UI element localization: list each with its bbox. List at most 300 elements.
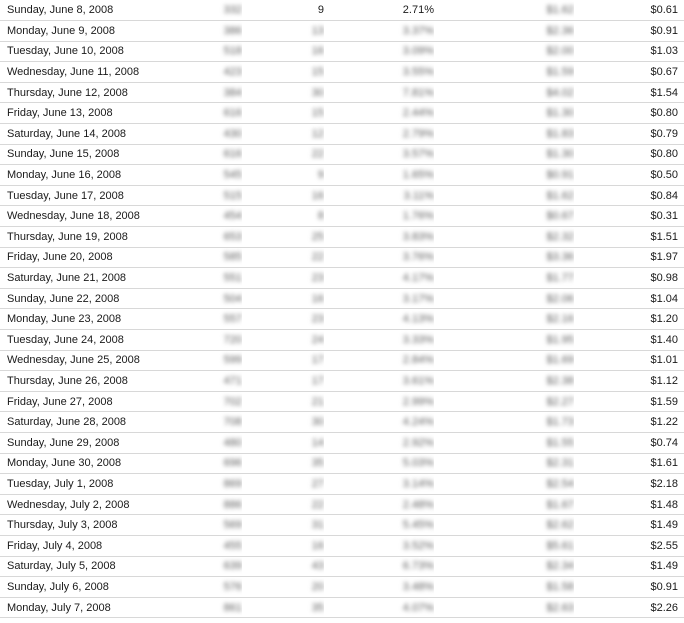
cost-cell <box>574 371 684 392</box>
cost-cell-value: $2.26 <box>650 601 678 614</box>
avg-cpc-cell <box>434 144 574 165</box>
cost-cell <box>574 597 684 618</box>
avg-cpc-cell <box>434 82 574 103</box>
clicks-cell-value: 16 <box>311 45 324 58</box>
avg-cpc-cell <box>434 597 574 618</box>
date-cell <box>0 227 190 248</box>
cost-cell <box>574 21 684 42</box>
clicks-cell <box>242 309 324 330</box>
impressions-cell-value: 720 <box>223 333 242 346</box>
avg-cpc-cell <box>434 474 574 495</box>
cost-cell <box>574 247 684 268</box>
date-cell <box>0 515 190 536</box>
date-cell-value: Thursday, June 19, 2008 <box>7 230 128 243</box>
impressions-cell-value: 332 <box>223 4 242 17</box>
impressions-cell-value: 557 <box>223 313 242 326</box>
table-row <box>0 391 684 412</box>
ctr-cell <box>324 597 434 618</box>
clicks-cell-value: 21 <box>311 395 324 408</box>
date-cell <box>0 62 190 83</box>
clicks-cell <box>242 185 324 206</box>
avg-cpc-cell-value: $2.34 <box>546 560 574 573</box>
clicks-cell <box>242 535 324 556</box>
cost-cell <box>574 515 684 536</box>
avg-cpc-cell <box>434 0 574 21</box>
clicks-cell-value: 20 <box>311 580 324 593</box>
clicks-cell-value: 24 <box>311 333 324 346</box>
date-cell <box>0 391 190 412</box>
ctr-cell-value: 3.57% <box>402 148 434 161</box>
impressions-cell <box>190 41 242 62</box>
impressions-cell <box>190 0 242 21</box>
ctr-cell-value: 2.71% <box>402 4 434 17</box>
cost-cell-value: $0.50 <box>650 169 678 182</box>
avg-cpc-cell <box>434 21 574 42</box>
impressions-cell-value: 430 <box>223 127 242 140</box>
impressions-cell <box>190 124 242 145</box>
cost-cell-value: $1.61 <box>650 457 678 470</box>
cost-cell <box>574 350 684 371</box>
clicks-cell-value: 31 <box>311 519 324 532</box>
ctr-cell <box>324 165 434 186</box>
impressions-cell-value: 702 <box>223 395 242 408</box>
clicks-cell-value: 15 <box>311 66 324 79</box>
table-row <box>0 432 684 453</box>
cost-cell-value: $1.12 <box>650 374 678 387</box>
avg-cpc-cell <box>434 371 574 392</box>
table-row <box>0 330 684 351</box>
date-cell-value: Saturday, July 5, 2008 <box>7 560 116 573</box>
impressions-cell-value: 384 <box>223 86 242 99</box>
table-row <box>0 206 684 227</box>
impressions-cell <box>190 247 242 268</box>
cost-cell-value: $1.59 <box>650 395 678 408</box>
cost-cell <box>574 577 684 598</box>
avg-cpc-cell-value: $1.30 <box>546 107 574 120</box>
date-cell-value: Friday, July 4, 2008 <box>7 539 103 552</box>
clicks-cell-value: 30 <box>311 416 324 429</box>
impressions-cell-value: 616 <box>223 107 242 120</box>
impressions-cell <box>190 21 242 42</box>
clicks-cell-value: 23 <box>311 272 324 285</box>
cost-cell <box>574 185 684 206</box>
clicks-cell-value: 35 <box>311 601 324 614</box>
date-cell-value: Thursday, June 12, 2008 <box>7 86 128 99</box>
clicks-cell <box>242 247 324 268</box>
cost-cell <box>574 0 684 21</box>
date-cell <box>0 371 190 392</box>
date-cell <box>0 577 190 598</box>
date-cell-value: Sunday, June 8, 2008 <box>7 4 114 17</box>
clicks-cell-value: 14 <box>311 436 324 449</box>
date-cell-value: Friday, June 13, 2008 <box>7 107 113 120</box>
date-cell-value: Monday, July 7, 2008 <box>7 601 111 614</box>
table-row <box>0 535 684 556</box>
clicks-cell <box>242 103 324 124</box>
cost-cell-value: $0.80 <box>650 107 678 120</box>
impressions-cell <box>190 535 242 556</box>
clicks-cell-value: 22 <box>311 251 324 264</box>
avg-cpc-cell-value: $2.00 <box>546 45 574 58</box>
impressions-cell-value: 696 <box>223 457 242 470</box>
ctr-cell-value: 3.76% <box>402 251 434 264</box>
table-row <box>0 350 684 371</box>
cost-cell-value: $0.91 <box>650 580 678 593</box>
date-cell-value: Thursday, June 26, 2008 <box>7 374 128 387</box>
avg-cpc-cell-value: $0.91 <box>546 169 574 182</box>
cost-cell-value: $1.40 <box>650 333 678 346</box>
date-cell <box>0 597 190 618</box>
ctr-cell <box>324 227 434 248</box>
cost-cell-value: $0.31 <box>650 210 678 223</box>
clicks-cell <box>242 21 324 42</box>
date-cell-value: Monday, June 30, 2008 <box>7 457 122 470</box>
avg-cpc-cell <box>434 309 574 330</box>
cost-cell-value: $0.91 <box>650 24 678 37</box>
clicks-cell <box>242 391 324 412</box>
date-cell-value: Sunday, June 22, 2008 <box>7 292 120 305</box>
cost-cell <box>574 474 684 495</box>
cost-cell <box>574 41 684 62</box>
ctr-cell-value: 3.52% <box>402 539 434 552</box>
ctr-cell <box>324 453 434 474</box>
cost-cell-value: $1.04 <box>650 292 678 305</box>
table-row <box>0 371 684 392</box>
table-row <box>0 412 684 433</box>
cost-cell <box>574 330 684 351</box>
cost-cell-value: $1.48 <box>650 498 678 511</box>
avg-cpc-cell <box>434 206 574 227</box>
clicks-cell-value: 30 <box>311 86 324 99</box>
avg-cpc-cell-value: $2.38 <box>546 374 574 387</box>
avg-cpc-cell <box>434 41 574 62</box>
cost-cell <box>574 165 684 186</box>
ctr-cell <box>324 144 434 165</box>
impressions-cell <box>190 288 242 309</box>
clicks-cell <box>242 432 324 453</box>
avg-cpc-cell <box>434 350 574 371</box>
cost-cell-value: $2.55 <box>650 539 678 552</box>
ctr-cell-value: 3.33% <box>402 333 434 346</box>
date-cell <box>0 350 190 371</box>
clicks-cell <box>242 82 324 103</box>
impressions-cell-value: 639 <box>223 560 242 573</box>
impressions-cell-value: 886 <box>223 498 242 511</box>
ctr-cell-value: 1.65% <box>402 169 434 182</box>
impressions-cell <box>190 309 242 330</box>
cost-cell <box>574 144 684 165</box>
clicks-cell-value: 27 <box>311 477 324 490</box>
clicks-cell <box>242 494 324 515</box>
avg-cpc-cell <box>434 432 574 453</box>
clicks-cell <box>242 62 324 83</box>
impressions-cell-value: 576 <box>223 580 242 593</box>
clicks-cell <box>242 577 324 598</box>
date-cell <box>0 494 190 515</box>
impressions-cell-value: 545 <box>223 169 242 182</box>
date-cell <box>0 412 190 433</box>
impressions-cell <box>190 494 242 515</box>
clicks-cell-value: 43 <box>311 560 324 573</box>
avg-cpc-cell-value: $4.02 <box>546 86 574 99</box>
avg-cpc-cell <box>434 515 574 536</box>
avg-cpc-cell-value: $2.27 <box>546 395 574 408</box>
impressions-cell-value: 504 <box>223 292 242 305</box>
impressions-cell <box>190 556 242 577</box>
date-cell-value: Monday, June 16, 2008 <box>7 169 122 182</box>
avg-cpc-cell-value: $1.30 <box>546 148 574 161</box>
impressions-cell <box>190 391 242 412</box>
avg-cpc-cell-value: $2.54 <box>546 477 574 490</box>
ctr-cell-value: 3.09% <box>402 45 434 58</box>
avg-cpc-cell-value: $2.31 <box>546 457 574 470</box>
clicks-cell <box>242 165 324 186</box>
ctr-cell-value: 3.11% <box>403 189 434 202</box>
ctr-cell-value: 1.76% <box>402 210 434 223</box>
ctr-cell <box>324 556 434 577</box>
date-cell <box>0 247 190 268</box>
cost-cell-value: $1.01 <box>650 354 678 367</box>
ctr-cell-value: 3.55% <box>402 66 434 79</box>
table-row <box>0 494 684 515</box>
avg-cpc-cell-value: $1.62 <box>546 189 574 202</box>
date-cell <box>0 535 190 556</box>
ctr-cell-value: 2.48% <box>402 498 434 511</box>
cost-cell-value: $0.84 <box>650 189 678 202</box>
impressions-cell-value: 569 <box>223 519 242 532</box>
impressions-cell-value: 423 <box>223 66 242 79</box>
avg-cpc-cell <box>434 268 574 289</box>
avg-cpc-cell-value: $1.73 <box>546 416 574 429</box>
date-cell-value: Wednesday, June 11, 2008 <box>7 66 140 79</box>
cost-cell <box>574 391 684 412</box>
date-cell-value: Tuesday, July 1, 2008 <box>7 477 114 490</box>
avg-cpc-cell <box>434 412 574 433</box>
impressions-cell-value: 455 <box>223 539 242 552</box>
cost-cell-value: $1.51 <box>650 230 678 243</box>
date-cell <box>0 288 190 309</box>
ctr-cell <box>324 432 434 453</box>
ctr-cell <box>324 0 434 21</box>
clicks-cell-value: 16 <box>311 539 324 552</box>
cost-cell-value: $1.97 <box>650 251 678 264</box>
date-cell <box>0 41 190 62</box>
clicks-cell-value: 12 <box>311 127 324 140</box>
date-cell <box>0 432 190 453</box>
avg-cpc-cell-value: $2.06 <box>546 292 574 305</box>
ctr-cell <box>324 185 434 206</box>
cost-cell <box>574 227 684 248</box>
clicks-cell-value: 22 <box>311 148 324 161</box>
ctr-cell-value: 7.81% <box>402 86 434 99</box>
ctr-cell-value: 2.84% <box>402 354 434 367</box>
ctr-cell <box>324 247 434 268</box>
impressions-cell-value: 708 <box>223 416 242 429</box>
clicks-cell <box>242 330 324 351</box>
avg-cpc-cell <box>434 124 574 145</box>
clicks-cell-value: 25 <box>311 230 324 243</box>
ctr-cell <box>324 577 434 598</box>
avg-cpc-cell-value: $0.67 <box>546 210 574 223</box>
ctr-cell <box>324 103 434 124</box>
impressions-cell <box>190 268 242 289</box>
avg-cpc-cell <box>434 535 574 556</box>
impressions-cell-value: 386 <box>223 24 242 37</box>
date-cell-value: Wednesday, June 25, 2008 <box>7 354 140 367</box>
cost-cell <box>574 288 684 309</box>
date-cell-value: Saturday, June 14, 2008 <box>7 127 127 140</box>
clicks-cell-value: 17 <box>311 374 324 387</box>
date-cell <box>0 0 190 21</box>
ctr-cell <box>324 309 434 330</box>
impressions-cell <box>190 103 242 124</box>
impressions-cell <box>190 330 242 351</box>
impressions-cell <box>190 515 242 536</box>
avg-cpc-cell-value: $3.36 <box>546 251 574 264</box>
cost-cell-value: $1.03 <box>650 45 678 58</box>
date-cell-value: Thursday, July 3, 2008 <box>7 519 118 532</box>
avg-cpc-cell-value: $1.58 <box>546 580 574 593</box>
ctr-cell <box>324 82 434 103</box>
clicks-cell <box>242 124 324 145</box>
impressions-cell <box>190 185 242 206</box>
date-cell <box>0 474 190 495</box>
cost-cell-value: $1.22 <box>650 416 678 429</box>
avg-cpc-cell <box>434 103 574 124</box>
clicks-cell-value: 13 <box>311 24 324 37</box>
ctr-cell-value: 3.83% <box>402 230 434 243</box>
clicks-cell-value: 16 <box>311 189 324 202</box>
table-row <box>0 41 684 62</box>
cost-cell <box>574 124 684 145</box>
date-cell-value: Monday, June 23, 2008 <box>7 313 122 326</box>
date-cell <box>0 268 190 289</box>
ctr-cell-value: 2.92% <box>402 436 434 449</box>
cost-cell <box>574 82 684 103</box>
impressions-cell <box>190 62 242 83</box>
impressions-cell <box>190 82 242 103</box>
table-row <box>0 144 684 165</box>
avg-cpc-cell-value: $1.77 <box>546 272 574 285</box>
ctr-cell <box>324 330 434 351</box>
clicks-cell <box>242 206 324 227</box>
cost-cell-value: $0.61 <box>650 4 678 17</box>
avg-cpc-cell-value: $2.32 <box>546 230 574 243</box>
avg-cpc-cell-value: $1.67 <box>546 498 574 511</box>
ctr-cell-value: 4.13% <box>402 313 434 326</box>
date-cell <box>0 453 190 474</box>
ctr-cell <box>324 412 434 433</box>
ctr-cell <box>324 268 434 289</box>
impressions-cell <box>190 165 242 186</box>
impressions-cell <box>190 144 242 165</box>
date-cell-value: Sunday, June 29, 2008 <box>7 436 120 449</box>
table-row <box>0 247 684 268</box>
impressions-cell-value: 480 <box>223 436 242 449</box>
table-row <box>0 597 684 618</box>
date-cell <box>0 556 190 577</box>
clicks-cell <box>242 412 324 433</box>
clicks-cell-value: 9 <box>317 4 324 17</box>
clicks-cell-value: 9 <box>317 169 324 182</box>
date-cell-value: Friday, June 20, 2008 <box>7 251 113 264</box>
ctr-cell-value: 6.73% <box>402 560 434 573</box>
clicks-cell <box>242 515 324 536</box>
date-cell-value: Tuesday, June 24, 2008 <box>7 333 124 346</box>
table-row <box>0 474 684 495</box>
date-cell-value: Wednesday, July 2, 2008 <box>7 498 130 511</box>
ctr-cell <box>324 474 434 495</box>
avg-cpc-cell <box>434 453 574 474</box>
impressions-cell-value: 454 <box>223 210 242 223</box>
ctr-cell-value: 3.17% <box>402 292 434 305</box>
cost-cell <box>574 412 684 433</box>
avg-cpc-cell <box>434 165 574 186</box>
ctr-cell <box>324 350 434 371</box>
clicks-cell <box>242 0 324 21</box>
avg-cpc-cell <box>434 556 574 577</box>
impressions-cell-value: 616 <box>223 148 242 161</box>
table-row <box>0 268 684 289</box>
ctr-cell-value: 3.61% <box>402 374 434 387</box>
date-cell-value: Sunday, July 6, 2008 <box>7 580 109 593</box>
impressions-cell-value: 869 <box>223 477 242 490</box>
avg-cpc-cell <box>434 391 574 412</box>
avg-cpc-cell <box>434 247 574 268</box>
ctr-cell <box>324 494 434 515</box>
cost-cell-value: $1.54 <box>650 86 678 99</box>
avg-cpc-cell-value: $1.59 <box>546 66 574 79</box>
avg-cpc-cell <box>434 288 574 309</box>
clicks-cell-value: 16 <box>311 292 324 305</box>
impressions-cell <box>190 432 242 453</box>
impressions-cell <box>190 577 242 598</box>
ctr-cell-value: 3.48% <box>402 580 434 593</box>
ctr-cell <box>324 206 434 227</box>
date-cell-value: Tuesday, June 10, 2008 <box>7 45 124 58</box>
impressions-cell-value: 551 <box>223 272 242 285</box>
ctr-cell-value: 4.07% <box>402 601 434 614</box>
cost-cell <box>574 309 684 330</box>
table-row <box>0 103 684 124</box>
date-cell <box>0 103 190 124</box>
clicks-cell-value: 22 <box>311 498 324 511</box>
cost-cell <box>574 432 684 453</box>
table-row <box>0 453 684 474</box>
clicks-cell <box>242 350 324 371</box>
cost-cell <box>574 206 684 227</box>
ctr-cell <box>324 391 434 412</box>
impressions-cell <box>190 412 242 433</box>
table-row <box>0 288 684 309</box>
table-row <box>0 515 684 536</box>
impressions-cell <box>190 206 242 227</box>
date-cell-value: Friday, June 27, 2008 <box>7 395 113 408</box>
avg-cpc-cell-value: $1.62 <box>546 4 574 17</box>
clicks-cell <box>242 144 324 165</box>
date-cell-value: Saturday, June 28, 2008 <box>7 416 127 429</box>
cost-cell-value: $1.20 <box>650 313 678 326</box>
ctr-cell <box>324 515 434 536</box>
avg-cpc-cell <box>434 227 574 248</box>
clicks-cell-value: 23 <box>311 313 324 326</box>
cost-cell-value: $0.80 <box>650 148 678 161</box>
impressions-cell-value: 653 <box>223 230 242 243</box>
avg-cpc-cell-value: $2.62 <box>546 519 574 532</box>
avg-cpc-cell <box>434 494 574 515</box>
date-cell <box>0 309 190 330</box>
date-cell <box>0 124 190 145</box>
